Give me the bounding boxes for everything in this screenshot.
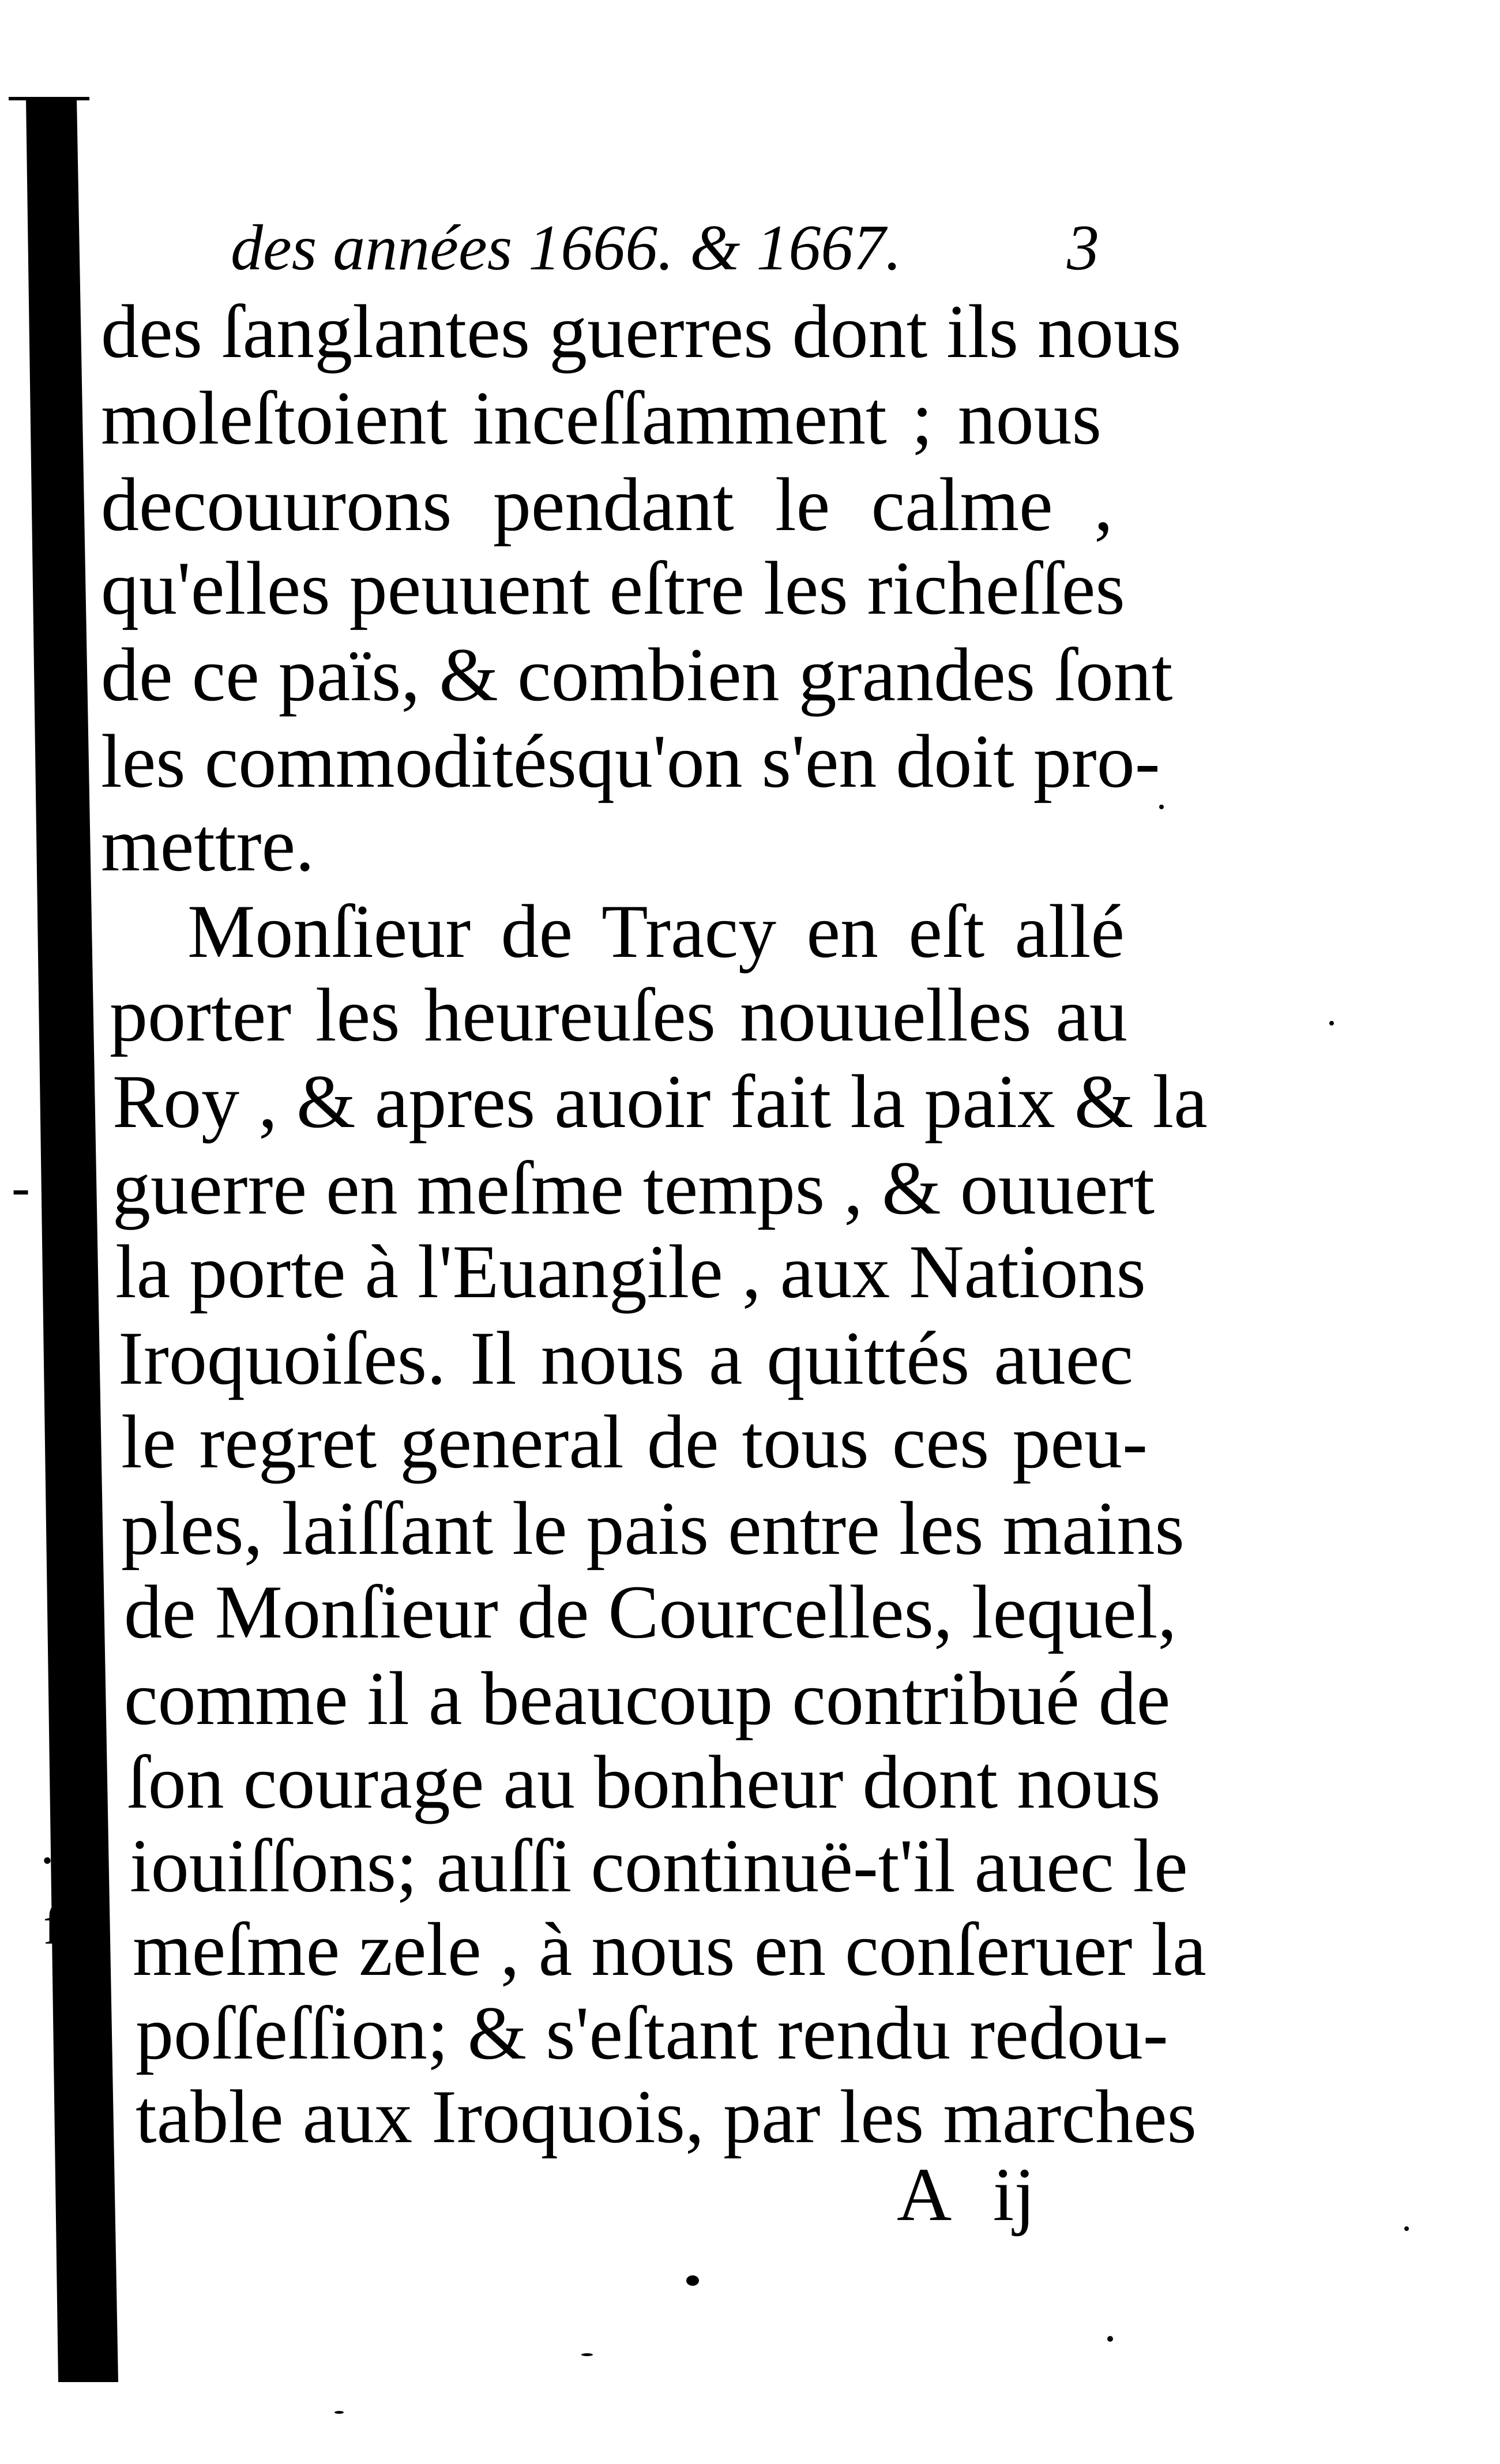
facing-fragment: .s bbox=[40, 1813, 76, 1875]
ink-speck bbox=[1107, 2336, 1113, 2342]
text-line: poſſeſſion; & s'eſtant rendu redou- bbox=[136, 1990, 1168, 2075]
facing-fragment: , bbox=[46, 1404, 60, 1466]
text-line: meſme zele , à nous en conſeruer la bbox=[133, 1907, 1206, 1992]
text-line: decouurons pendant le calme , bbox=[101, 462, 1113, 547]
text-line: porter les heureuſes nouuelles au bbox=[110, 972, 1127, 1057]
text-line: Roy , & apres auoir fait la paix & la bbox=[112, 1059, 1208, 1144]
text-line: ſon courage au bonheur dont nous bbox=[127, 1740, 1161, 1824]
facing-fragment: - bbox=[12, 1156, 30, 1218]
text-line: guerre en meſme temps , & ouuert bbox=[112, 1145, 1155, 1230]
facing-fragment: ɀ bbox=[46, 1485, 71, 1546]
text-line: ples, laiſſant le pais entre les mains bbox=[121, 1486, 1185, 1571]
running-head-title: des années 1666. & 1667. bbox=[231, 212, 902, 284]
text-line: iouiſſons; auſſi continuë-t'il auec le bbox=[130, 1823, 1188, 1908]
text-line: le regret general de tous ces peu- bbox=[121, 1399, 1148, 1484]
text-line: les commoditésqu'on s'en doit pro- bbox=[101, 719, 1160, 803]
facing-fragment: eu bbox=[61, 2059, 113, 2120]
text-line: de ce païs, & combien grandes ſont bbox=[101, 632, 1173, 717]
ink-speck bbox=[334, 2411, 344, 2414]
text-line: table aux Iroquois, par les marches bbox=[136, 2074, 1197, 2159]
text-line: Iroquoiſes. Il nous a quittés auec bbox=[118, 1316, 1133, 1400]
facing-fragment: i bbox=[43, 1306, 59, 1368]
facing-fragment: ı bbox=[55, 1646, 70, 1708]
text-line: de Monſieur de Courcelles, lequel, bbox=[124, 1569, 1177, 1654]
ink-speck bbox=[1159, 805, 1164, 809]
text-line: comme il a beaucoup contribué de bbox=[124, 1656, 1171, 1741]
facing-fragment: - bbox=[49, 1565, 67, 1627]
text-line: la porte à l'Euangile , aux Nations bbox=[115, 1229, 1146, 1314]
signature-mark: A ij bbox=[897, 2152, 1035, 2237]
text-line: des ſanglantes guerres dont ils nous bbox=[101, 289, 1182, 374]
ink-speck bbox=[1404, 2226, 1409, 2231]
facing-fragment: à bbox=[69, 1978, 94, 2039]
text-line-paragraph-start: Monſieur de Tracy en eſt allé bbox=[187, 889, 1125, 974]
text-line: moleſtoient inceſſamment ; nous bbox=[101, 375, 1101, 460]
page-number: 3 bbox=[1067, 212, 1099, 284]
text-line: qu'elles peuuent eſtre les richeſſes bbox=[101, 546, 1125, 630]
ink-speck bbox=[686, 2275, 699, 2286]
facing-fragment: f- bbox=[43, 1894, 80, 1956]
text-line: mettre. bbox=[101, 802, 315, 887]
ink-speck bbox=[1329, 1021, 1334, 1026]
ink-speck bbox=[581, 2353, 593, 2356]
